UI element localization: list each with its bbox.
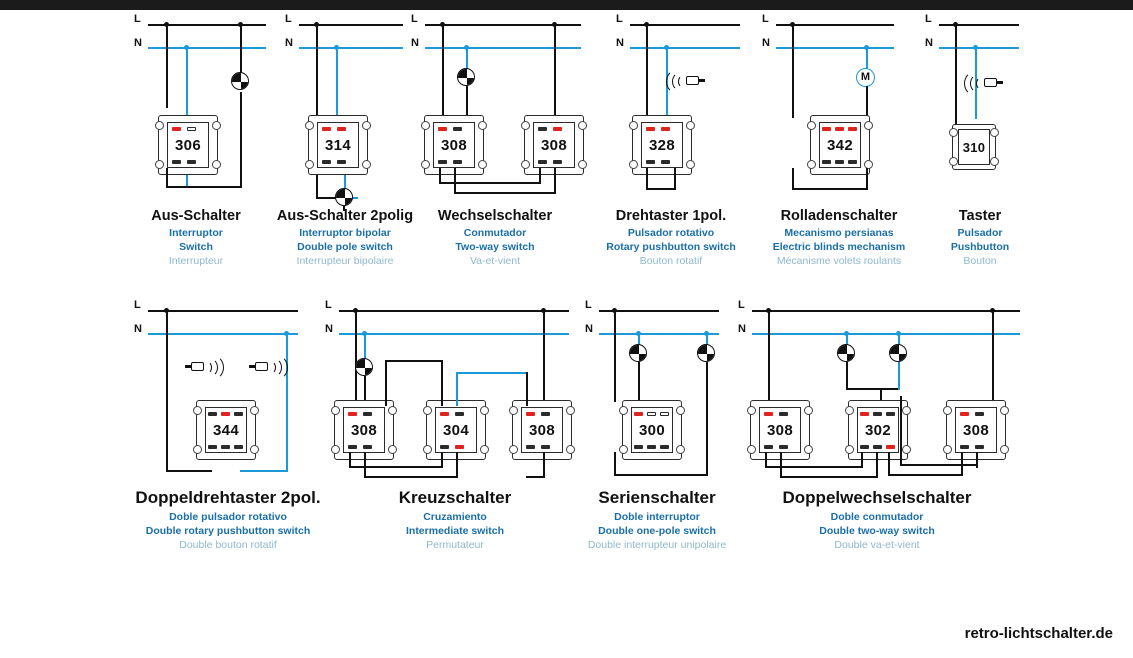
terminal (975, 412, 984, 416)
module-number: 308 (767, 421, 793, 439)
wire-out (792, 168, 794, 190)
switch-module-308-left[interactable] (334, 400, 394, 460)
wire-n-rail (752, 333, 1020, 335)
terminal-out (337, 160, 346, 164)
terminal (541, 412, 550, 416)
caption-doppelwechselschalter: Doppelwechselschalter Doble conmutador Double two-way switch Double va-et-vient (782, 488, 972, 551)
junction-dot (541, 308, 546, 313)
rail-label-n: N (738, 323, 746, 335)
junction-dot (284, 331, 289, 336)
wire-traveller (456, 452, 458, 478)
terminal-live (886, 445, 895, 449)
wire-lamp-down (466, 86, 468, 116)
switch-module-300[interactable] (622, 400, 682, 460)
junction-dot (552, 22, 557, 27)
terminal-out (234, 445, 243, 449)
module-number: 302 (865, 421, 891, 439)
wire-n-rail (299, 47, 403, 49)
wire-traveller-h (439, 182, 540, 184)
wire-l-down-2 (554, 24, 556, 116)
wire-l-down (792, 24, 794, 118)
wire-traveller (861, 452, 863, 468)
terminal (886, 412, 895, 416)
switch-module-308-right[interactable] (512, 400, 572, 460)
wire-right (286, 402, 288, 472)
module-number: 308 (351, 421, 377, 439)
wire-l-rail (339, 310, 569, 312)
terminal-out (541, 445, 550, 449)
rail-label-n: N (616, 37, 624, 49)
caption-wechselschalter: Wechselschalter Conmutador Two-way switch Va-et-vient (437, 208, 553, 267)
terminal-out (822, 160, 831, 164)
terminal (363, 412, 372, 416)
module-number: 306 (175, 136, 201, 154)
wire-l-down (646, 24, 648, 118)
junction-dot (314, 22, 319, 27)
terminal-out (221, 445, 230, 449)
wire-l-down (316, 24, 318, 119)
terminal-out (975, 445, 984, 449)
terminal (873, 412, 882, 416)
wire-cross-h (385, 360, 443, 362)
junction-dot (664, 45, 669, 50)
terminal-out (526, 445, 535, 449)
terminal-live (764, 412, 773, 416)
junction-dot (353, 308, 358, 313)
wire-l-down (166, 310, 168, 402)
terminal-out (453, 160, 462, 164)
switch-module-308-right[interactable] (524, 115, 584, 175)
terminal (187, 127, 196, 131)
terminal-live (960, 412, 969, 416)
terminal-live (526, 412, 535, 416)
junction-dot (164, 308, 169, 313)
module-number: 300 (639, 421, 665, 439)
remote-signal-icon (664, 72, 706, 90)
module-number: 342 (827, 136, 853, 154)
wire-n-lamp (364, 333, 366, 360)
junction-dot (612, 308, 617, 313)
terminal (208, 412, 217, 416)
module-number: 308 (963, 421, 989, 439)
switch-module-308-left[interactable] (750, 400, 810, 460)
wire-traveller (454, 168, 456, 194)
terminal-live (848, 127, 857, 131)
terminal-out (835, 160, 844, 164)
lamp-symbol (355, 358, 373, 376)
wire-l-down (614, 310, 616, 402)
lamp-symbol (335, 188, 353, 206)
remote-signal-icon (184, 358, 226, 376)
junction-dot (184, 45, 189, 50)
wire-n-rail (148, 333, 298, 335)
wire-lamp2-down (706, 362, 708, 476)
terminal-out (172, 160, 181, 164)
wire-out-h (166, 186, 242, 188)
junction-dot (704, 331, 709, 336)
rail-label-n: N (134, 37, 142, 49)
terminal-live (835, 127, 844, 131)
rail-label-n: N (925, 37, 933, 49)
module-number: 314 (325, 136, 351, 154)
rail-label-l: L (325, 299, 332, 311)
caption-aus-schalter-2polig: Aus-Schalter 2polig Interruptor bipolar Double pole switch Interrupteur bipolaire (276, 208, 414, 267)
caption-serienschalter: Serienschalter Doble interruptor Double one-pole switch Double interrupteur unipolaire (587, 488, 727, 551)
switch-module-306[interactable] (158, 115, 218, 175)
junction-dot (973, 45, 978, 50)
junction-dot (636, 331, 641, 336)
caption-aus-schalter: Aus-Schalter Interruptor Switch Interrupteur (151, 208, 241, 267)
wire-l-rail (599, 310, 719, 312)
wire-traveller-h (526, 476, 545, 478)
terminal-out (634, 445, 643, 449)
junction-dot (440, 22, 445, 27)
wire-out-h (792, 188, 868, 190)
junction-dot (644, 22, 649, 27)
wire-traveller-h (364, 476, 456, 478)
terminal-out (779, 445, 788, 449)
wire-l-rail (148, 310, 298, 312)
junction-dot (953, 22, 958, 27)
wire-traveller (539, 168, 541, 184)
rail-label-l: L (134, 13, 141, 25)
wire-l-down (355, 310, 357, 400)
terminal-live (438, 127, 447, 131)
module-number: 308 (541, 136, 567, 154)
switch-module-328[interactable] (632, 115, 692, 175)
wire-out (166, 168, 168, 188)
caption-taster: Taster Pulsador Pushbutton Bouton (950, 208, 1010, 267)
wire-lamp-link (846, 388, 898, 390)
wire-out-h (646, 188, 676, 190)
wire-cross-up (441, 362, 443, 406)
wire-out-2 (866, 168, 868, 190)
lamp-symbol (457, 68, 475, 86)
wire-n-rail (599, 333, 719, 335)
wire-l-rail (939, 24, 1019, 26)
terminal (234, 412, 243, 416)
rail-label-l: L (925, 13, 932, 25)
terminal-out (553, 160, 562, 164)
terminal-out (646, 160, 655, 164)
terminal-out (960, 445, 969, 449)
wire-l-down-2 (992, 310, 994, 402)
module-number: 344 (213, 421, 239, 439)
rail-label-n: N (585, 323, 593, 335)
terminal-out (660, 445, 669, 449)
lamp-symbol (837, 344, 855, 362)
terminal-out (848, 160, 857, 164)
junction-dot (864, 45, 869, 50)
terminal-out (647, 445, 656, 449)
terminal-live (348, 412, 357, 416)
wire-out (646, 168, 648, 190)
junction-dot (464, 45, 469, 50)
terminal (455, 412, 464, 416)
terminal-live (646, 127, 655, 131)
lamp-symbol (697, 344, 715, 362)
wire-l-rail (752, 310, 1020, 312)
terminal-live (172, 127, 181, 131)
wire-lamp-down (364, 376, 366, 402)
terminal-out (440, 445, 449, 449)
junction-dot (896, 331, 901, 336)
wire-cross-down (385, 360, 387, 406)
wire-l-down (166, 24, 168, 108)
wire-lamp1-down (638, 362, 640, 402)
wire-n-rail (939, 47, 1019, 49)
lamp-symbol (629, 344, 647, 362)
motor-symbol: M (856, 68, 875, 87)
terminal-out (860, 445, 869, 449)
terminal-live (322, 127, 331, 131)
terminal-live (337, 127, 346, 131)
rail-label-l: L (585, 299, 592, 311)
module-number: 304 (443, 421, 469, 439)
module-number: 310 (962, 139, 986, 155)
wire-traveller (780, 452, 782, 478)
junction-dot (238, 22, 243, 27)
terminal-live (221, 412, 230, 416)
wire-n-down (336, 47, 338, 119)
wire-traveller-h (780, 476, 878, 478)
rail-label-l: L (616, 13, 623, 25)
wire-traveller-h (900, 464, 978, 466)
wire-lamp2-down (898, 362, 900, 390)
wire-right-h (240, 470, 288, 472)
rail-label-n: N (134, 323, 142, 335)
wire-traveller (888, 452, 890, 476)
wire-out-h (614, 474, 708, 476)
rail-label-l: L (285, 13, 292, 25)
wire-l-down (442, 24, 444, 116)
terminal-out (764, 445, 773, 449)
switch-module-308-right[interactable] (946, 400, 1006, 460)
terminal-live (661, 127, 670, 131)
terminal-out (873, 445, 882, 449)
junction-dot (790, 22, 795, 27)
wire-traveller (876, 452, 878, 478)
terminal-out (363, 445, 372, 449)
wire-traveller-h (765, 466, 863, 468)
rail-label-n: N (762, 37, 770, 49)
terminal-out (208, 445, 217, 449)
wire-l-down (768, 310, 770, 402)
switch-module-310[interactable] (952, 124, 996, 170)
terminal (647, 412, 656, 416)
terminal-live (553, 127, 562, 131)
terminal (779, 412, 788, 416)
rail-label-l: L (762, 13, 769, 25)
wire-traveller-h (454, 192, 555, 194)
terminal-live (455, 445, 464, 449)
terminal-live (634, 412, 643, 416)
rail-label-l: L (411, 13, 418, 25)
wire-motor-down (866, 86, 868, 116)
junction-dot (766, 308, 771, 313)
wire-lamp-return (240, 92, 242, 188)
switch-module-342[interactable] (810, 115, 870, 175)
switch-module-314[interactable] (308, 115, 368, 175)
module-number: 308 (529, 421, 555, 439)
terminal-out (538, 160, 547, 164)
wire-traveller (441, 452, 443, 468)
caption-drehtaster: Drehtaster 1pol. Pulsador rotativo Rotary pushbutton switch Bouton rotatif (606, 208, 736, 267)
wire-out (614, 452, 616, 476)
terminal-out (438, 160, 447, 164)
switch-module-302[interactable] (848, 400, 908, 460)
wire-cross-right (526, 372, 528, 406)
module-number: 308 (441, 136, 467, 154)
site-footer: retro-lichtschalter.de (964, 625, 1113, 642)
remote-signal-icon (962, 74, 1004, 92)
junction-dot (844, 331, 849, 336)
wire-left-h (166, 470, 212, 472)
top-bar (0, 0, 1133, 10)
wire-out-2 (674, 168, 676, 190)
junction-dot (990, 308, 995, 313)
wire-l-down (955, 24, 957, 140)
terminal-live (440, 412, 449, 416)
rail-label-n: N (285, 37, 293, 49)
wire-cross-blue (456, 372, 458, 406)
wire-cross-blue-h (456, 372, 526, 374)
wire-l-rail (425, 24, 581, 26)
junction-dot (334, 45, 339, 50)
terminal-live (860, 412, 869, 416)
rail-label-l: L (134, 299, 141, 311)
terminal-out (661, 160, 670, 164)
junction-dot (362, 331, 367, 336)
terminal-out (322, 160, 331, 164)
wire-traveller (364, 452, 366, 478)
wire-out-l (316, 175, 318, 199)
wire-lamp1-down (846, 362, 848, 390)
wire-traveller (543, 452, 545, 478)
caption-doppeldrehtaster: Doppeldrehtaster 2pol. Doble pulsador rotativo Double rotary pushbutton switch Double bouton rotatif (135, 488, 321, 551)
switch-module-304[interactable] (426, 400, 486, 460)
lamp-symbol (231, 72, 249, 90)
lamp-symbol (889, 344, 907, 362)
junction-dot (164, 22, 169, 27)
wire-traveller-h (888, 474, 962, 476)
wire-traveller-h (349, 466, 441, 468)
wire-riser (900, 396, 902, 466)
terminal-out (348, 445, 357, 449)
terminal (453, 127, 462, 131)
wire-traveller (554, 168, 556, 194)
terminal-live (822, 127, 831, 131)
rail-label-l: L (738, 299, 745, 311)
module-number: 328 (649, 136, 675, 154)
wire-n-rail (339, 333, 569, 335)
caption-rolladenschalter: Rolladenschalter Mecanismo persianas Electric blinds mechanism Mécanisme volets roulants (772, 208, 906, 267)
terminal (538, 127, 547, 131)
wire-n-rail (425, 47, 581, 49)
terminal (660, 412, 669, 416)
caption-kreuzschalter: Kreuzschalter Cruzamiento Intermediate switch Permutateur (398, 488, 512, 551)
rail-label-n: N (411, 37, 419, 49)
rail-label-n: N (325, 323, 333, 335)
wire-left (166, 402, 168, 472)
switch-module-344[interactable] (196, 400, 256, 460)
switch-module-308-left[interactable] (424, 115, 484, 175)
wire-l-down-2 (543, 310, 545, 400)
terminal-out (187, 160, 196, 164)
remote-signal-icon (248, 358, 290, 376)
